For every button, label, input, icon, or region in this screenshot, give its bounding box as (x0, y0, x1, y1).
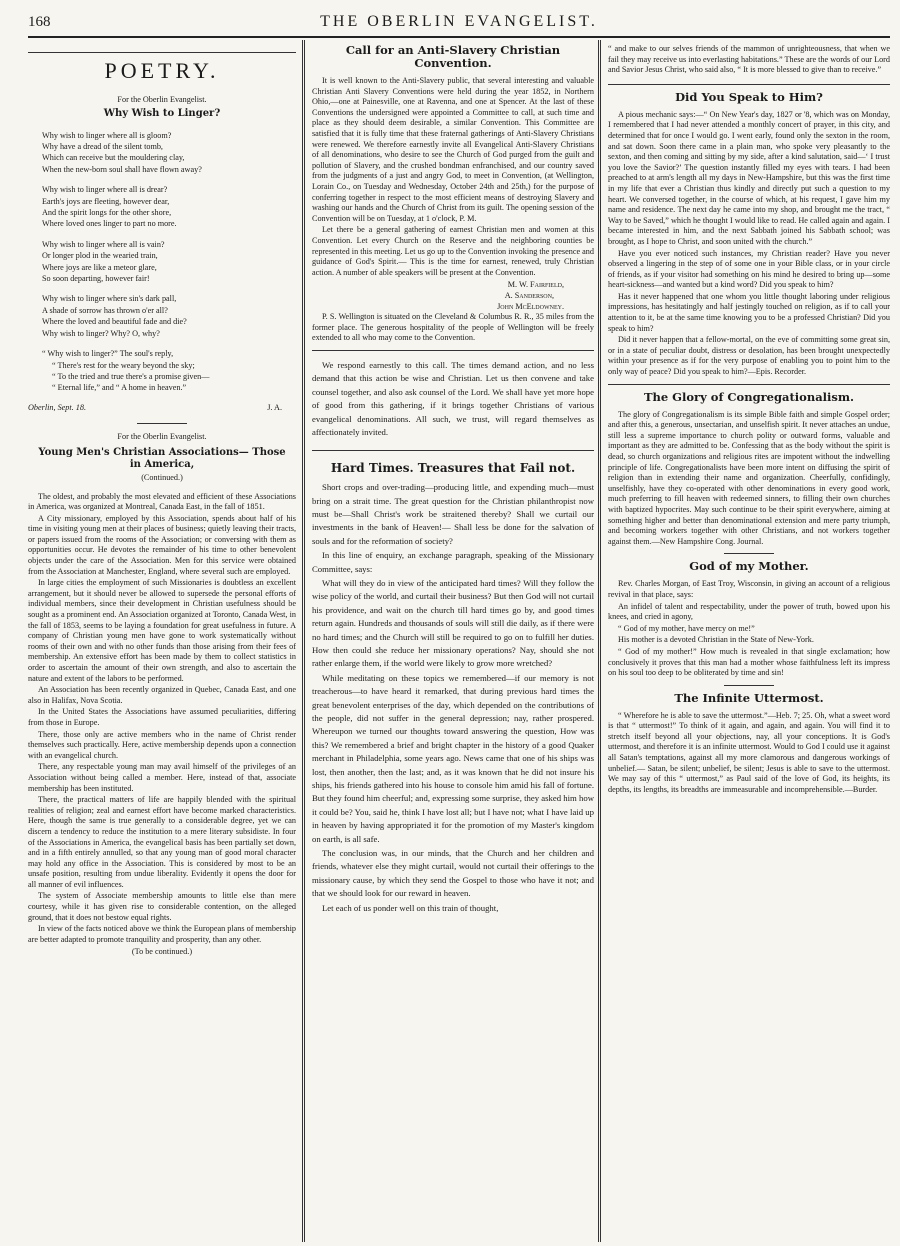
paragraph: Rev. Charles Morgan, of East Troy, Wisconsin, in giving an account of a religious revival in that place, says: (608, 579, 890, 599)
stanza (42, 239, 296, 285)
article-footer: (To be continued.) (131, 947, 193, 957)
page-header (28, 10, 890, 38)
paragraph: The system of Associate membership amounts to little else than mere courtesy, while it has given rise to considerable contention, on the alleged ground, that it does not bestow equal rights. (28, 891, 296, 922)
call-body (312, 76, 594, 278)
stanza (42, 293, 296, 339)
article-body (28, 492, 296, 946)
paragraph: In large cities the employment of such Missionaries is doubtless an excellent arrangement, but it should never be allowed to supersede the personal efforts of individual members, since their development in Christian usefulness should be sought as a prominent end. An Association organized at Toronto, Canada West, in the fall of 1853, seems to be laying a foundation for great usefulness in future. A company of Christian young men have gone to work systematically without rooms of their own and with no other funds than those arising from their fees of membership. An extensive effort has been made by them to collect statistics in order to ascertain the amount of their own strength, and also to ascertain the nature and extent of the labors to be performed. (28, 578, 296, 683)
article-continued: (Continued.) (141, 472, 183, 482)
poem-line: “ There's rest for the weary beyond the sky; (52, 360, 195, 370)
poem-line: Or longer plod in the wearied train, (42, 251, 158, 261)
poem-line: Why wish to linger where all is gloom? (42, 130, 172, 140)
stanza (42, 130, 296, 176)
editor-response: We respond earnestly to this call. The times demand action, and no less demand that this action be wise and Christian. Let us then convene and take counsel together, and also ask counsel of the Lord. We shall have yet more hope of good from this gathering, if it brings together Christians of various evangelical denominations. All such, we trust, will regard themselves as affectionately invited. (312, 360, 594, 438)
divider (137, 423, 187, 424)
paragraph: It is well known to the Anti-Slavery public, that several interesting and valuable Christian Anti Slavery Conventions were held during the year 1852, in Northern Ohio,—one at Painesville, one at Ravenna, and one at Spencer. At the last of these Conventions the undersigned were appointed a Committee to call, at such time and place as they should deem desirable, a similar Convention. This Committee are satisfied that it is fully time that these fraternal gatherings of Anti-Slavery Christians were renewed. We therefore earnestly invite all Evangelical Anti-Slavery Christians of all denominations, who desire to see the Church of God purged from the guilt and pollution of Slavery, and the crushed bondman enfranchised, and our country saved from the judgments of a just and angry God, to meet in Convention, (at Wellington, Lorain Co., on Tuesday and Wednesday, October 24th and 25th,) for the purpose of conferring together in respect to the most efficient means of destroying Slavery and washing our hands and the Church of Christ from its guilt. The opening session of the Convention will be on Tuesday, at 1 o'clock, P. M. (312, 76, 594, 223)
paragraph: There, the practical matters of life are happily blended with the spiritual realities of religion; zeal and earnest effort have become marked characteristics. Here, though the same is true generally to a considerable degree, yet we can discern a tendency to reduce the institution to a mere literary subsidiste. In four of the Associations in America, the evangelical basis has been partially set down, and in a fifth entirely annulled, so that any young man of good moral character may hold any office in the Association. This is considered by most to be an unsafe position, resulting from undue liberality. Evidently it opens the door for all manner of evil influences. (28, 795, 296, 889)
call-signers (312, 279, 564, 312)
paragraph: “ Wherefore he is able to save the uttermost.”—Heb. 7; 25. Oh, what a sweet word is that “ uttermost!” To think of it again, and again, and again. You will find it to stretch itself beyond all your objections, nay, all your conceptions. It is God's uttermost, and therefore it is an infinite uttermost. Would to God I could use it against all Satan's temptations, against all my more clamorous and dangerous workings of unbelief.— Satan, be silent; unbelief, be silent; Jesus is able to save to the uttermost. We may say of this “ uttermost,” as Paul said of the love of God, its heights, its depths, its lengths, its breadths are immeasurable and incomprehensible.—Burder. (608, 710, 890, 794)
poem-line: A shade of sorrow has thrown o'er all? (42, 305, 168, 315)
infinite-title: The Infinite Uttermost. (674, 690, 824, 705)
poem-line: Where joys are like a meteor glare, (42, 262, 157, 272)
paragraph: The glory of Congregationalism is its simple Bible faith and simple Gospel order; and after this, a generous, unsectarian, and unselfish spirit. It never attaches an undue, still less a supreme importance to church polity or outward forms, valuable and important as they are admitted to be. Confessing that as the body without the spirit is dead, so church organizations and religious rites are impotent without the indwelling principle of life. Congregationalists have been more intent on diffusing the spirit of religion than in extending their name and organization. Cheerfully, confidingly, unselfishly, have they co-operated with other denominations in every good work, much preferring to fill heaven with redeemed sinners, to filling their own churches with baptized hypocrites. May such continue to be their spirit everywhere, aiming at something higher and better than denominational extension and mere party triumph, and becoming workers together with other Christians, and not workers together against them.—New Hampshire Cong. Journal. (608, 409, 890, 546)
divider (724, 553, 774, 554)
poem-line: Where the loved and beautiful fade and die? (42, 317, 187, 327)
call-title: Call for an Anti-Slavery Christian Convention. (345, 43, 561, 70)
poem-source: For the Oberlin Evangelist. (117, 95, 207, 104)
paragraph: Let each of us ponder well on this train of thought, (322, 902, 499, 913)
paragraph: Did it never happen that a fellow-mortal, on the eve of committing some great sin, or in a state of peculiar doubt, distress or desolation, has been brought unexpectedly within your presence as if for the very purpose of enabling you to point him to the only way of peace? Did you speak to him?—Epis. Recorder. (608, 335, 890, 377)
divider (312, 350, 594, 351)
paragraph: In view of the facts noticed above we think the European plans of membership are better adapted to promote tranquility and prosperity, than any other. (28, 924, 296, 944)
paragraph: In this line of enquiry, an exchange paragraph, speaking of the Missionary Committee, says: (312, 550, 594, 574)
paragraph: There, any respectable young man may avail himself of the privileges of an Association without being called a member. Here, instead of that, associate membership has been instituted. (28, 762, 296, 793)
hard-times-body (312, 481, 594, 915)
paragraph: A pious mechanic says:—“ On New Year's day, 1827 or '8, which was on Monday, I remembered that I had never attended a monthly concert of prayer, in this city, and determined that for once I would go. I went early, found only the sexton in the room, and sat down. Soon there came in a plain man, who spoke very pleasantly to the sexton, and then coming and sitting by my side, after a kind salutation, said—‘ I trust you love the Savior?’ The question instantly filled my eyes with tears. I had been preached to at arm's length all my days in New-Hampshire, but this was the first time in my life that ever a Christian thus kindly and directly put such a question to my heart. We conversed together, in the course of which, at his request, I gave him my name and residence. The next day he came into my shop, and brought me the tract, “ Way to be Saved,” which he thought I would like to read. He called again and again. I became interested in him, and the next Sabbath joined his Sabbath school; was brought, as I hope to Christ, and soon united with the church.” (608, 109, 890, 246)
paragraph: Short crops and over-trading—producing little, and expending much—must bring on a strait time. The great question for the Christian philanthropist now must be—Shall Christ's work be straitened thereby? Shall we curtail our investments in the bank of Heaven!— Shall less be done for the salvation of souls and for the reformation of society? (312, 482, 594, 546)
article-source: For the Oberlin Evangelist. (117, 432, 207, 442)
stanza (42, 348, 296, 394)
poetry-heading: POETRY. (28, 52, 296, 83)
poem-line: Why have a dread of the silent tomb, (42, 142, 163, 151)
divider (608, 384, 890, 385)
paragraph: What will they do in view of the anticipated hard times? Will they follow the wise policy of the world, and curtail their business? But then God will not curtail his providence, and wait on the church till hard times go by, and good times return again. Hundreds and thousands of souls will still die daily, as if there were no hard times; and the Church will still be required to go on to fulfill her duties. How then could she reduce her missionary operations? Nay, should she not rather enlarge them, if the world were likely to grow more wretched? (312, 577, 594, 669)
paragraph: Has it never happened that one whom you little thought laboring under religious impressions, has hesitatingly and half jestingly touched on religion, as if to call your attention to it, be at the same time knowing you to be a professed Christian? Did you speak to him? (608, 291, 890, 333)
column-1 (28, 44, 296, 958)
masthead: THE OBERLIN EVANGELIST. (320, 13, 598, 30)
paragraph: “ God of my mother!” How much is revealed in that single exclamation; how conclusively it proves that this man had a mother whose faithfulness left its impress on his soul too deep to be obliterated by time and sin! (608, 646, 890, 678)
hard-times-title: Hard Times. Treasures that Fail not. (330, 460, 576, 475)
poem-line: When the new-born soul shall have flown away? (42, 164, 202, 174)
paragraph: An infidel of talent and respectability, under the power of truth, bowed upon his knees, and cried in agony, (608, 601, 890, 622)
poem-line: Why wish to linger? Why? O, why? (42, 328, 160, 338)
mother-title: God of my Mother. (689, 559, 809, 574)
poem-title: Why Wish to Linger? (103, 107, 221, 119)
poem-line: Which can receive but the mouldering clay, (42, 153, 185, 163)
page-number: 168 (28, 14, 51, 30)
stanza (42, 184, 296, 230)
paragraph: “ God of my mother, have mercy on me!” (618, 623, 755, 633)
column-3 (608, 44, 890, 796)
poem-line: “ To the tried and true there's a promise given— (52, 371, 210, 381)
divider (724, 685, 774, 686)
paragraph: Let there be a general gathering of earnest Christian men and women at this Convention. Let every Church on the Reserve and the neighboring counties be represented in this meeting. Let us go up to the Convention invoking the presence and guidance of God's Spirit.— This is the time for earnest, renewed, truly Christian action. A number of able speakers will be present at the Convention. (312, 225, 594, 277)
speak-body (608, 110, 890, 378)
signer: John McEldowney. (497, 302, 564, 312)
signer: M. W. Fairfield, (507, 280, 564, 290)
poem-initials: J. A. (267, 402, 282, 412)
mother-body (608, 579, 890, 678)
signer: A. Sanderson, (504, 291, 554, 301)
divider (608, 84, 890, 85)
intro-paragraph: “ and make to our selves friends of the mammon of unrighteousness, that when we fail they may receive us into everlasting habitations.” These are the words of our Lord and Savior Jesus Christ, who said also, “ It is more blessed to give than to receive.” (608, 44, 890, 75)
poem-body (28, 130, 296, 394)
paragraph: An Association has been recently organized in Quebec, Canada East, and one also in Halifax, Nova Scotia. (28, 685, 296, 705)
column-rule (302, 40, 305, 1242)
poem-line: Why wish to linger where sin's dark pall, (42, 294, 177, 304)
poem-line: And the spirit longs for the other shore, (42, 208, 172, 218)
poem-place-date: Oberlin, Sept. 18. (28, 402, 86, 412)
poem-line: Why wish to linger where all is drear? (42, 185, 168, 195)
poem-signature (28, 403, 296, 414)
column-rule (598, 40, 601, 1242)
poem-line: So soon departing, however fair! (42, 274, 150, 284)
column-2 (312, 44, 594, 916)
poem-line: “ Eternal life,” and “ A home in heaven.” (52, 383, 187, 393)
infinite-body (608, 711, 890, 796)
paragraph: His mother is a devoted Christian in the State of New-York. (618, 635, 814, 645)
paragraph: In the United States the Associations have assumed peculiarities, differing from those in Europe. (28, 707, 296, 727)
paragraph: The oldest, and probably the most elevated and efficient of these Associations in America, was organized at Montreal, Canada East, in the fall of 1851. (28, 491, 296, 512)
divider (312, 450, 594, 451)
paragraph: A City missionary, employed by this Association, spends about half of his time in visiting young men at their places of business; quietly leaving their tracts, or papers issued from the rooms of the Association; or conversing with them as opportunities occur. He devotes the remainder of his time to other benevolent objects under the care of the Association. Men for this service were obtained from the Association at Manchester, England, where several such are employed. (28, 513, 296, 576)
poem-line: “ Why wish to linger?” The soul's reply, (42, 349, 174, 359)
paragraph: Have you ever noticed such instances, my Christian reader? Have you never observed a lingering in the step of of some one in your Bible class, or in your circle of friends, as if your visitor had something on his mind he desired to bring up—some heart-sickness—and wanted but a kind word? Did you speak to him? (608, 248, 890, 290)
poem-line: Where loved ones linger to part no more. (42, 219, 177, 229)
glory-title: The Glory of Congregationalism. (643, 389, 855, 404)
poem-line: Why wish to linger where all is vain? (42, 239, 165, 249)
article-title: Young Men's Christian Associations— Those in America, (38, 446, 286, 470)
glory-body (608, 410, 890, 548)
call-postscript: P. S. Wellington is situated on the Cleveland & Columbus R. R., 35 miles from the former place. The generous hospitality of the people of Wellington will be freely extended to all who may come to the Convention. (312, 312, 594, 343)
paragraph: There, those only are active members who in the name of Christ render themselves such practically. Here, active membership depends upon a connection with an evangelical church. (28, 729, 296, 760)
paragraph: While meditating on these topics we remembered—if our memory is not treacherous—to have heard it remarked, that during previous hard times the great benevolent enterprises of the day, which depended on the contributions of the people, did not suffer in the general depression; nay, rather prospered. Whereupon we turned our thoughts toward answering the question, How was this? We remembered a brief and bright chapter in the history of a good Quaker merchant in Philadelphia, some years ago. News came that one of his ships was lost, then another, then the last; and, as it was known that he did not insure his ships, his friends gathered into his house to console him amid his fall of fortune. But they found him cheerful; and, expressing some surprise, they asked him how it could be? You, said he, think I have lost all; but I have not; what I have laid up in heaven by having appropriated it for the promotion of my Master's kingdom on earth, is all safe. (312, 672, 594, 844)
poem-line: Earth's joys are fleeting, however dear, (42, 196, 170, 206)
paragraph: The conclusion was, in our minds, that the Church and her children and friends, whatever else they might curtail, would not curtail their offerings to the missionary cause, by which they send the Gospel to those who have it not; and that we should look for our reward in heaven. (312, 848, 594, 899)
speak-title: Did You Speak to Him? (675, 89, 823, 104)
